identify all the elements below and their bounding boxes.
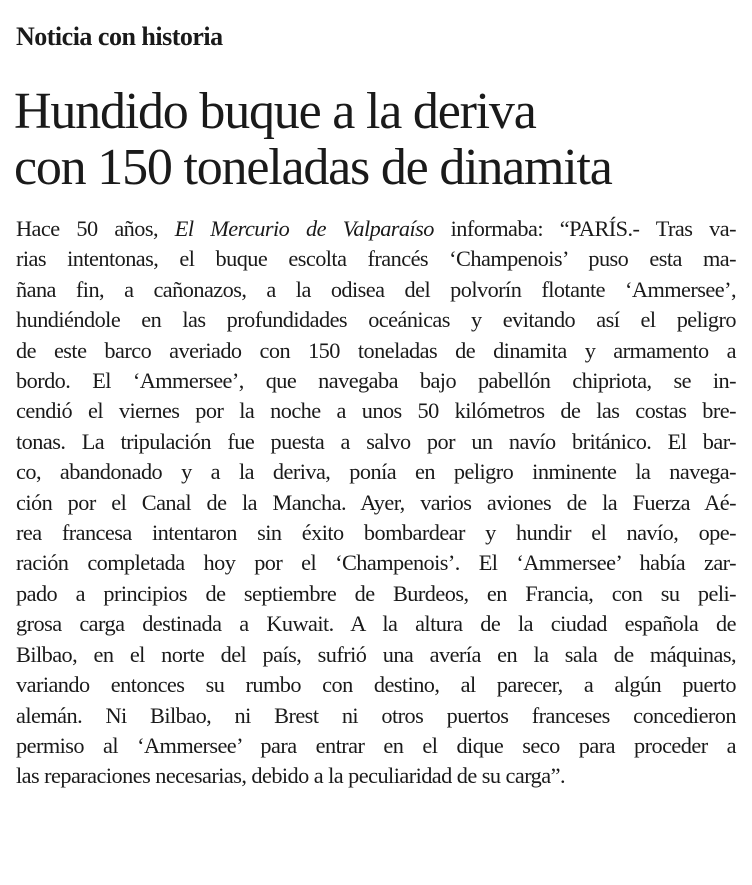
body-line: alemán. Ni Bilbao, ni Brest ni otros puertos franceses concedieron <box>16 702 736 728</box>
body-line: ración completada hoy por el ‘Champenois’. El ‘Ammersee’ había zar- <box>16 550 736 576</box>
headline <box>14 84 738 196</box>
body-line: hundiéndole en las profundidades oceánicas y evitando así el peligro <box>16 307 736 333</box>
body-line: de este barco averiado con 150 toneladas de dinamita y armamento a <box>16 337 736 363</box>
section-label: Noticia con historia <box>16 22 223 51</box>
body-line: bordo. El ‘Ammersee’, que navegaba bajo pabellón chipriota, se in- <box>16 368 736 394</box>
headline-line-2: con 150 toneladas de dinamita <box>14 139 612 196</box>
body-line: variando entonces su rumbo con destino, al parecer, a algún puerto <box>16 672 736 698</box>
body-line: las reparaciones necesarias, debido a la peculiaridad de su carga”. <box>16 763 565 789</box>
body-line: ñana fin, a cañonazos, a la odisea del polvorín flotante ‘Ammersee’, <box>16 276 736 302</box>
headline-line-1: Hundido buque a la deriva <box>14 83 536 140</box>
body-line: Bilbao, en el norte del país, sufrió una avería en la sala de máquinas, <box>16 641 736 667</box>
source-name: El Mercurio de Valparaíso <box>174 216 434 241</box>
article <box>14 20 738 792</box>
body-line: permiso al ‘Ammersee’ para entrar en el dique seco para proceder a <box>16 732 736 758</box>
body-intro: Hace 50 años, <box>16 216 175 241</box>
article-body <box>14 214 738 792</box>
body-line: pado a principios de septiembre de Burdeos, en Francia, con su peli- <box>16 580 736 606</box>
body-line <box>16 214 736 244</box>
body-line: co, abandonado y a la deriva, ponía en peligro inminente la navega- <box>16 459 736 485</box>
body-intro-tail: informaba: “PARÍS.- Tras va- <box>433 216 736 241</box>
body-line: rias intentonas, el buque escolta francés ‘Champenois’ puso esta ma- <box>16 246 736 272</box>
body-line: ción por el Canal de la Mancha. Ayer, varios aviones de la Fuerza Aé- <box>16 489 736 515</box>
body-line: tonas. La tripulación fue puesta a salvo por un navío británico. El bar- <box>16 428 736 454</box>
body-line: grosa carga destinada a Kuwait. A la altura de la ciudad española de <box>16 611 736 637</box>
body-line: rea francesa intentaron sin éxito bombardear y hundir el navío, ope- <box>16 520 736 546</box>
body-line: cendió el viernes por la noche a unos 50 kilómetros de las costas bre- <box>16 398 736 424</box>
